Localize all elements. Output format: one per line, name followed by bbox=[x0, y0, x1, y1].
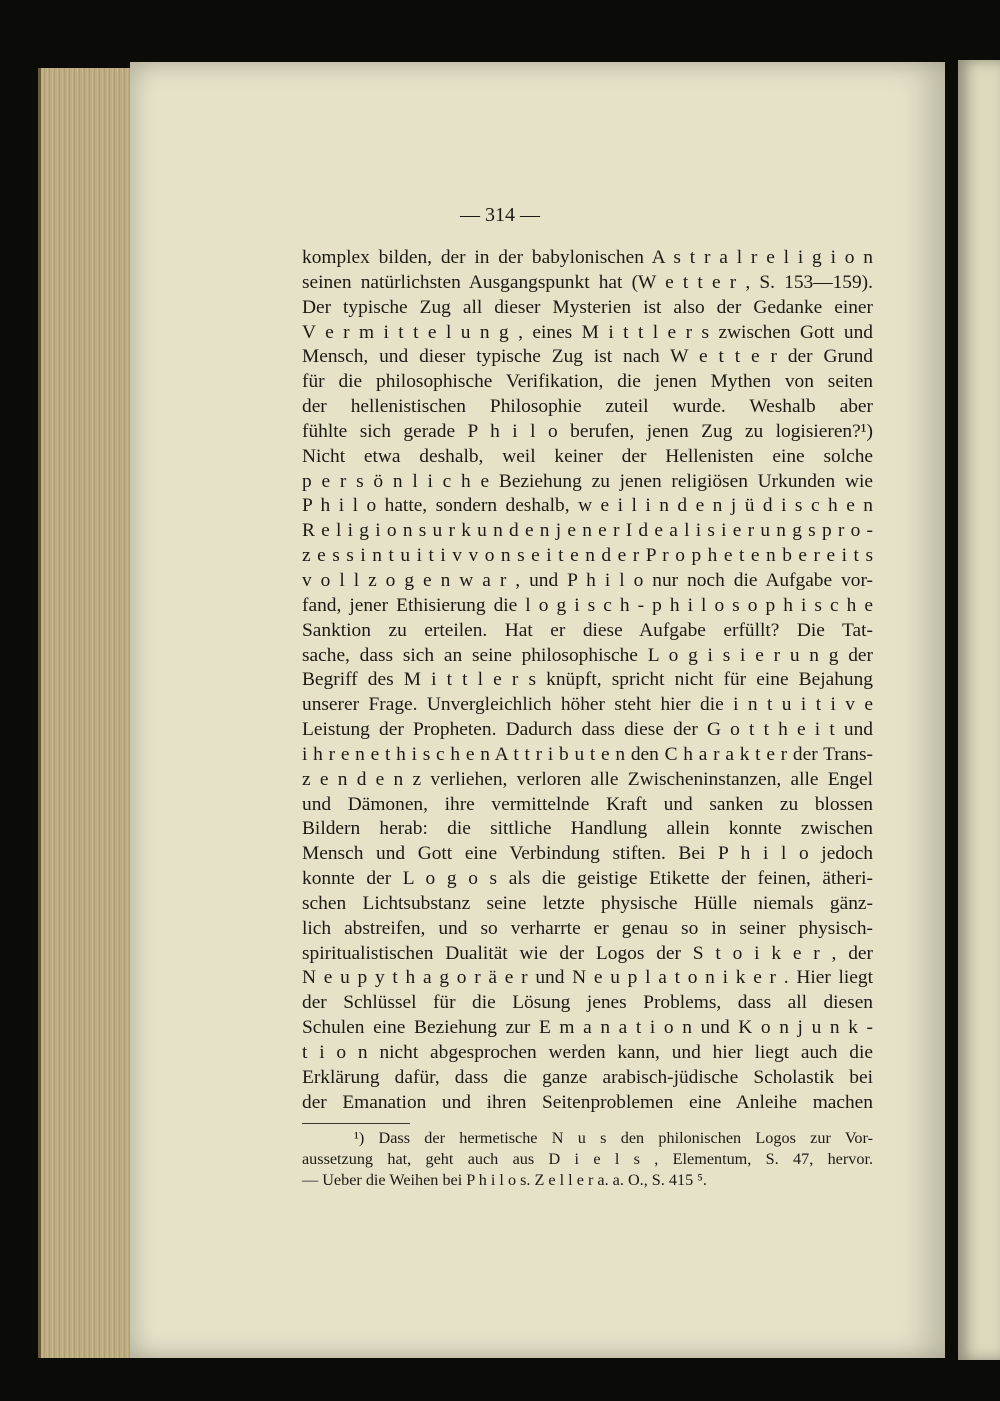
body-line: unserer Frage. Unvergleichlich höher steht hier die i n t u i t i v e bbox=[302, 694, 873, 716]
body-line: Der typische Zug all dieser Mysterien ist also der Gedanke einer bbox=[302, 296, 873, 318]
body-line: Leistung der Propheten. Dadurch dass diese der G o t t h e i t und bbox=[302, 719, 873, 741]
body-line: Bildern herab: die sittliche Handlung allein konnte zwischen bbox=[302, 818, 873, 840]
body-line: seinen natürlichsten Ausgangspunkt hat (W e t t e r , S. 153—159). bbox=[302, 271, 873, 293]
body-line: Begriff des M i t t l e r s knüpft, spricht nicht für eine Bejahung bbox=[302, 669, 873, 691]
body-text bbox=[302, 246, 873, 1116]
footnote-line: — Ueber die Weihen bei P h i l o s. Z e l l e r a. a. O., S. 415 ⁵. bbox=[302, 1171, 707, 1189]
body-line: für die philosophische Verifikation, die jenen Mythen von seiten bbox=[302, 371, 873, 393]
body-line: sache, dass sich an seine philosophische L o g i s i e r u n g der bbox=[302, 644, 873, 666]
body-line: Schulen eine Beziehung zur E m a n a t i o n und K o n j u n k - bbox=[302, 1017, 873, 1039]
body-line: fühlte sich gerade P h i l o berufen, jenen Zug zu logisieren?¹) bbox=[302, 420, 873, 442]
footnote-line: ¹) Dass der hermetische N u s den philonischen Logos zur Vor- bbox=[354, 1129, 873, 1147]
body-line: und Dämonen, ihre vermittelnde Kraft und sanken zu blossen bbox=[302, 793, 873, 815]
body-line: P h i l o hatte, sondern deshalb, w e i l i n d e n j ü d i s c h e n bbox=[302, 495, 873, 517]
body-line: lich abstreifen, und so verharrte er genau so in seiner physisch- bbox=[302, 917, 873, 939]
body-line: t i o n nicht abgesprochen werden kann, und hier liegt auch die bbox=[302, 1042, 873, 1063]
body-line: V e r m i t t e l u n g , eines M i t t l e r s zwischen Gott und bbox=[302, 321, 873, 343]
body-line: N e u p y t h a g o r ä e r und N e u p l a t o n i k e r . Hier liegt bbox=[302, 967, 873, 989]
footnote-line: aussetzung hat, geht auch aus D i e l s , Elementum, S. 47, hervor. bbox=[302, 1150, 873, 1168]
body-line: z e s s i n t u i t i v v o n s e i t e n d e r P r o p h e t e n b e r e i t s bbox=[302, 545, 873, 567]
body-line: der Emanation und ihren Seitenproblemen eine Anleihe machen bbox=[302, 1091, 873, 1113]
body-line: Nicht etwa deshalb, weil keiner der Hellenisten eine solche bbox=[302, 445, 873, 467]
body-line: Sanktion zu erteilen. Hat er diese Aufgabe erfüllt? Die Tat- bbox=[302, 619, 873, 641]
body-line: der hellenistischen Philosophie zuteil wurde. Weshalb aber bbox=[302, 396, 873, 418]
body-line: Mensch und Gott eine Verbindung stiften. Bei P h i l o jedoch bbox=[302, 843, 873, 865]
body-line: i h r e n e t h i s c h e n A t t r i b u t e n den C h a r a k t e r der Trans- bbox=[302, 743, 873, 765]
body-line: der Schlüssel für die Lösung jenes Problems, dass all diesen bbox=[302, 992, 873, 1014]
body-line: R e l i g i o n s u r k u n d e n j e n e r I d e a l i s i e r u n g s p r o - bbox=[302, 520, 873, 542]
footnote-rule bbox=[302, 1123, 410, 1124]
footnotes bbox=[302, 1128, 873, 1191]
body-line: komplex bilden, der in der babylonischen A s t r a l r e l i g i o n bbox=[302, 247, 873, 268]
body-line: fand, jener Ethisierung die l o g i s c h - p h i l o s o p h i s c h e bbox=[302, 594, 873, 616]
body-line: Mensch, und dieser typische Zug ist nach W e t t e r der Grund bbox=[302, 346, 873, 368]
book-edge bbox=[38, 68, 137, 1358]
body-line: spiritualistischen Dualität wie der Logos der S t o i k e r , der bbox=[302, 942, 873, 964]
body-line: Erklärung dafür, dass die ganze arabisch-jüdische Scholastik bei bbox=[302, 1066, 873, 1088]
body-line: schen Lichtsubstanz seine letzte physische Hülle niemals gänz- bbox=[302, 892, 873, 914]
body-line: p e r s ö n l i c h e Beziehung zu jenen religiösen Urkunden wie bbox=[302, 470, 873, 492]
adjacent-page-edge bbox=[958, 60, 1000, 1360]
body-line: v o l l z o g e n w a r , und P h i l o nur noch die Aufgabe vor- bbox=[302, 569, 873, 591]
page-number: — 314 — bbox=[460, 204, 540, 226]
body-line: konnte der L o g o s als die geistige Etikette der feinen, ätheri- bbox=[302, 868, 873, 890]
body-line: z e n d e n z verliehen, verloren alle Zwischeninstanzen, alle Engel bbox=[302, 768, 873, 790]
